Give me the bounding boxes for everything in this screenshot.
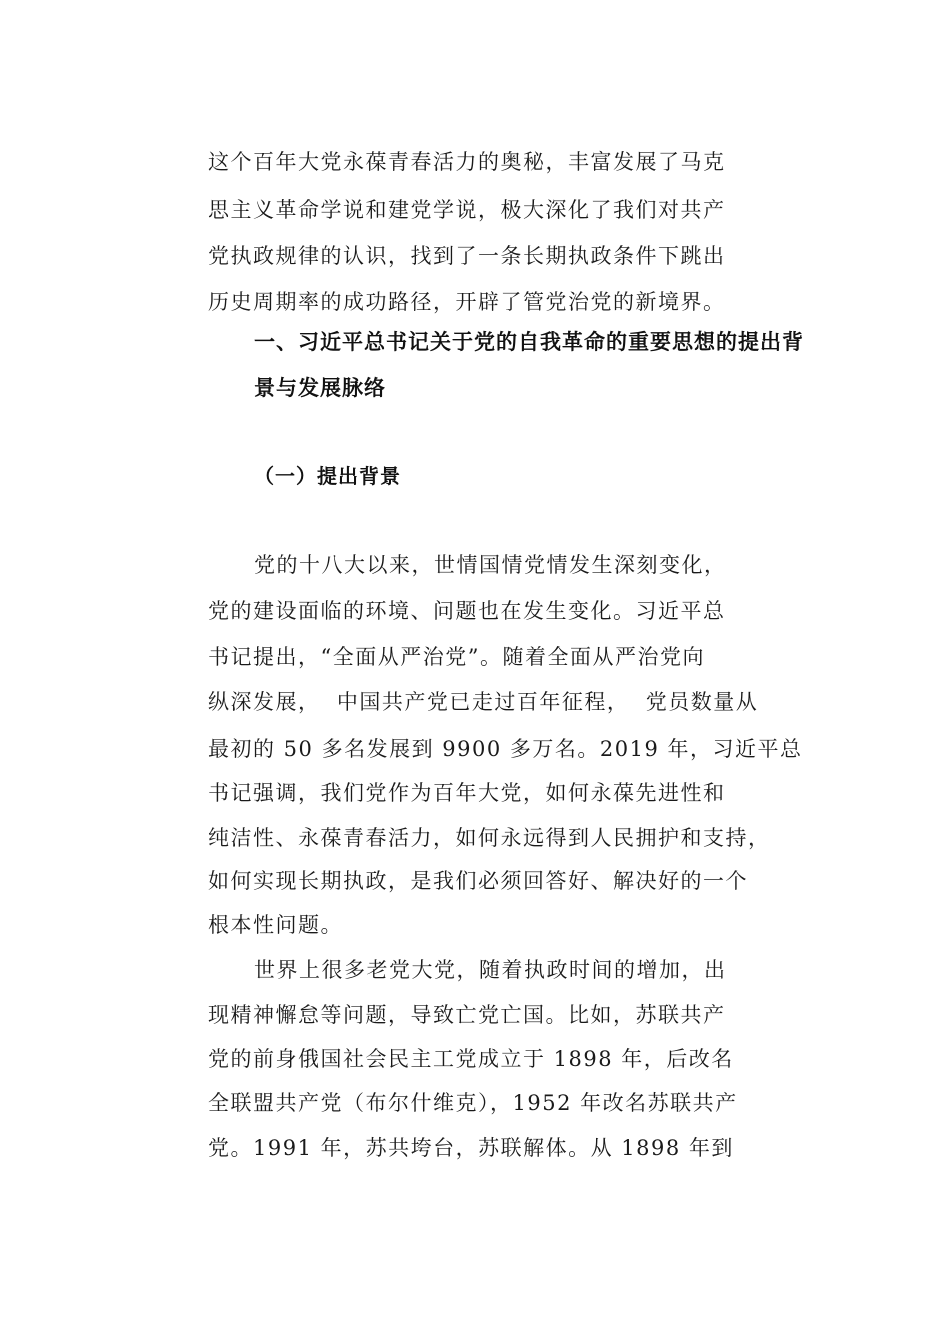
text-line: 纵深发展， 中国共产党已走过百年征程， 党员数量从 xyxy=(208,690,759,714)
text-line: 思主义革命学说和建党学说，极大深化了我们对共产 xyxy=(208,198,726,222)
text-line: 最初的 50 多名发展到 9900 多万名。2019 年，习近平总 xyxy=(208,737,803,761)
text-line: 纯洁性、永葆青春活力，如何永远得到人民拥护和支持， xyxy=(208,826,771,850)
text-line: 世界上很多老党大党，随着执政时间的增加，出 xyxy=(254,958,727,982)
text-line: 党的前身俄国社会民主工党成立于 1898 年，后改名 xyxy=(208,1047,734,1071)
text-line: 根本性问题。 xyxy=(208,913,343,937)
text-line: 历史周期率的成功路径，开辟了管党治党的新境界。 xyxy=(208,290,726,314)
text-line: 党。1991 年，苏共垮台，苏联解体。从 1898 年到 xyxy=(208,1136,734,1160)
text-line: 全联盟共产党（布尔什维克），1952 年改名苏联共产 xyxy=(208,1091,738,1115)
subsection-heading: （一）提出背景 xyxy=(254,464,401,488)
heading-line: 景与发展脉络 xyxy=(254,376,386,400)
text-line: 党执政规律的认识，找到了一条长期执政条件下跳出 xyxy=(208,244,726,268)
text-line: 党的十八大以来，世情国情党情发生深刻变化， xyxy=(254,553,727,577)
text-line: 这个百年大党永葆青春活力的奥秘，丰富发展了马克 xyxy=(208,150,726,174)
heading-line: 一、习近平总书记关于党的自我革命的重要思想的提出背 xyxy=(254,330,804,354)
text-line: 现精神懈怠等问题，导致亡党亡国。比如，苏联共产 xyxy=(208,1003,726,1027)
text-line: 党的建设面临的环境、问题也在发生变化。习近平总 xyxy=(208,599,726,623)
text-line: 如何实现长期执政，是我们必须回答好、解决好的一个 xyxy=(208,869,748,893)
text-line: 书记提出，“全面从严治党”。随着全面从严治党向 xyxy=(208,645,705,669)
text-line: 书记强调，我们党作为百年大党，如何永葆先进性和 xyxy=(208,781,726,805)
